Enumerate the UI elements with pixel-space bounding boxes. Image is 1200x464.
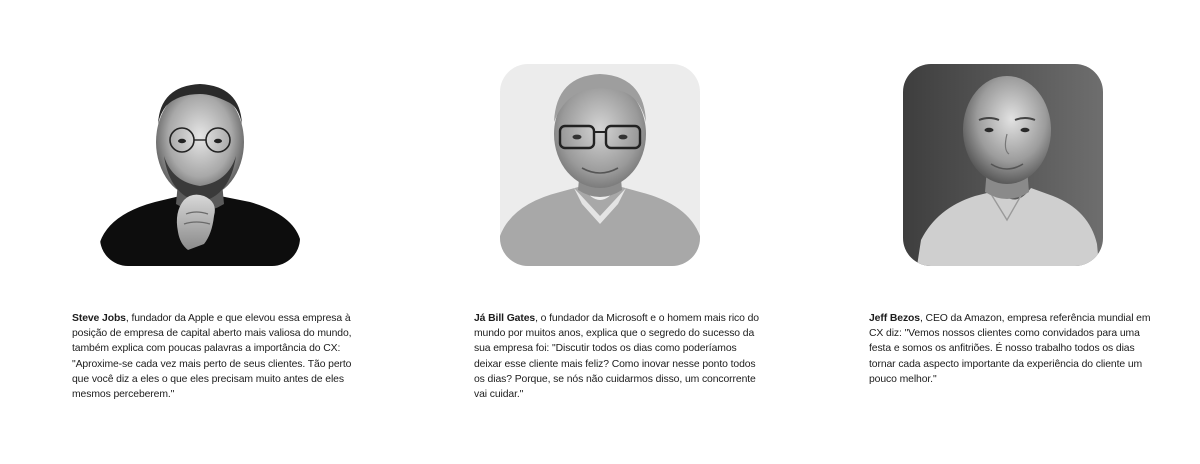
- steve-jobs-name: Steve Jobs: [72, 313, 126, 324]
- steve-jobs-portrait: [100, 64, 300, 266]
- steve-jobs-quote: [72, 311, 362, 402]
- jeff-bezos-photo: [903, 64, 1103, 266]
- jeff-bezos-name: Jeff Bezos: [869, 313, 920, 324]
- bill-gates-name: Já Bill Gates: [474, 313, 536, 324]
- bill-gates-photo: [500, 64, 700, 266]
- steve-jobs-quote-text: , fundador da Apple e que elevou essa empresa à posição de empresa de capital aberto mais valiosa do mundo, também explica com poucas palavras a importância do CX: "Aproxime-se cada vez mais perto de seus clientes. Tão perto que você diz a eles o que eles precisam muito antes de eles mesmos perceberem.": [72, 313, 352, 401]
- bill-gates-quote: [474, 311, 759, 402]
- jeff-bezos-quote: [869, 311, 1151, 387]
- bill-gates-quote-text: , o fundador da Microsoft e o homem mais rico do mundo por muitos anos, explica que o segredo do sucesso da sua empresa foi: "Discutir todos os dias como poderíamos deixar esse cliente mais feliz? Como inovar nesse ponto todos os dias? Porque, se nós não cuidarmos disso, um concorrente vai cuidar.": [474, 313, 759, 401]
- jeff-bezos-portrait: [903, 64, 1103, 266]
- jeff-bezos-quote-text: , CEO da Amazon, empresa referência mundial em CX diz: "Vemos nossos clientes como convidados para uma festa e somos os anfitriões. É nosso trabalho todos os dias tornar cada aspecto importante da experiência do cliente um pouco melhor.": [869, 313, 1151, 385]
- steve-jobs-photo: [100, 64, 300, 266]
- bill-gates-portrait: [500, 64, 700, 266]
